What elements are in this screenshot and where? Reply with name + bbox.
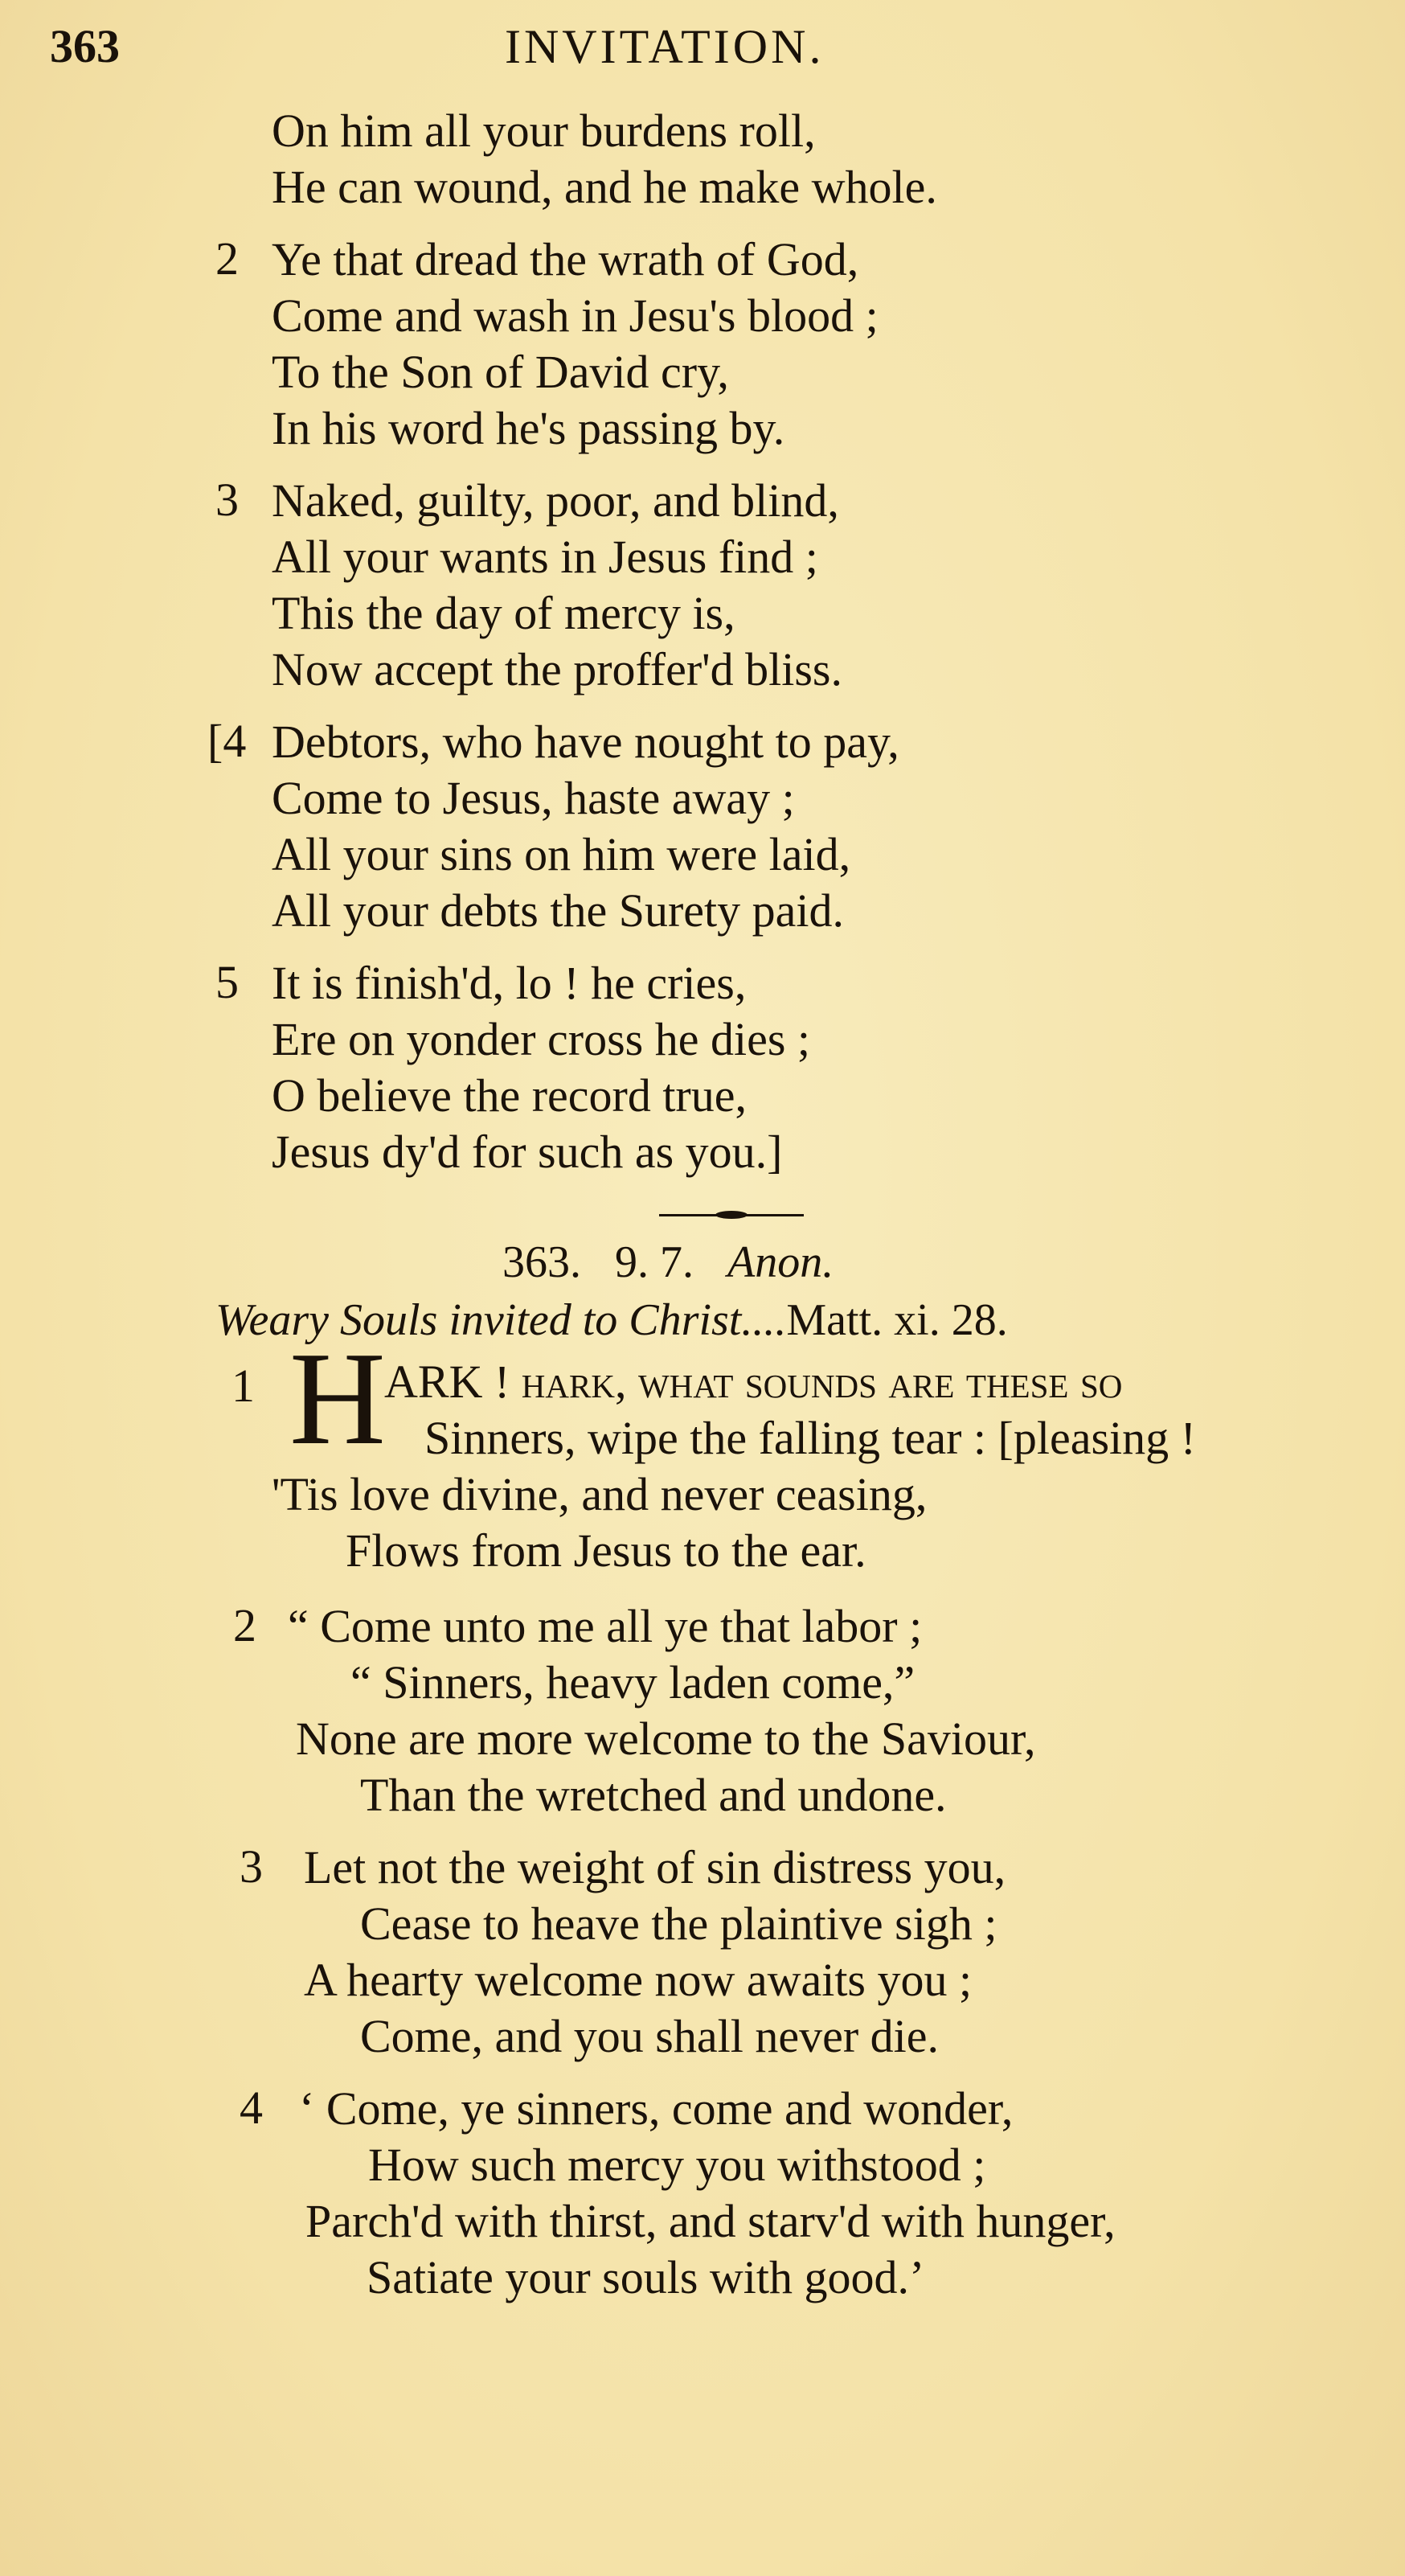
- hymn-meter: 9. 7.: [615, 1237, 694, 1287]
- verse-line: Sinners, wipe the falling tear : [pleasing !: [424, 1412, 1196, 1464]
- verse-line: O believe the record true,: [272, 1069, 747, 1122]
- verse-line: Parch'd with thirst, and starv'd with hunger,: [305, 2195, 1116, 2247]
- verse-line: Jesus dy'd for such as you.]: [272, 1126, 783, 1178]
- scripture-reference: Matt. xi. 28.: [786, 1295, 1008, 1345]
- verse-line: Let not the weight of sin distress you,: [304, 1841, 1006, 1893]
- verse-line: Naked, guilty, poor, and blind,: [272, 474, 839, 527]
- hymn-author: Anon.: [727, 1237, 834, 1287]
- drop-cap: H: [289, 1324, 386, 1472]
- hymn-number: 363.: [502, 1237, 581, 1287]
- verse-line: To the Son of David cry,: [272, 346, 729, 398]
- verse-number: [4: [207, 715, 247, 767]
- verse-number: 5: [215, 956, 239, 1008]
- verse-line: “ Come unto me all ye that labor ;: [288, 1600, 923, 1652]
- verse-line: This the day of mercy is,: [272, 587, 735, 639]
- section-divider: [659, 1214, 804, 1216]
- verse-line: Come and wash in Jesu's blood ;: [272, 289, 879, 342]
- verse-line: Ye that dread the wrath of God,: [272, 233, 859, 285]
- verse-line: ‘ Come, ye sinners, come and wonder,: [299, 2082, 1014, 2135]
- verse-number: 4: [240, 2082, 263, 2134]
- verse-line: Ere on yonder cross he dies ;: [272, 1013, 811, 1065]
- verse-line: A hearty welcome now awaits you ;: [304, 1954, 973, 2006]
- verse-line: Than the wretched and undone.: [360, 1769, 947, 1821]
- verse-line: All your debts the Surety paid.: [272, 884, 845, 937]
- verse-line: Come to Jesus, haste away ;: [272, 772, 795, 824]
- hymn-heading: [502, 1237, 834, 1288]
- verse-number: 3: [240, 1840, 263, 1893]
- verse-line: How such mercy you withstood ;: [368, 2139, 986, 2191]
- verse-number: 1: [231, 1360, 255, 1412]
- verse-line: Debtors, who have nought to pay,: [272, 716, 899, 768]
- verse-line: Cease to heave the plaintive sigh ;: [360, 1897, 997, 1950]
- verse-number: 3: [215, 474, 239, 526]
- verse-line: Satiate your souls with good.’: [367, 2251, 925, 2303]
- verse-line: Come, and you shall never die.: [360, 2010, 939, 2062]
- verse-line: Flows from Jesus to the ear.: [346, 1524, 866, 1577]
- verse-line: On him all your burdens roll,: [272, 105, 816, 157]
- verse-number: 2: [233, 1599, 256, 1651]
- verse-line: Now accept the proffer'd bliss.: [272, 643, 842, 695]
- verse-line: All your sins on him were laid,: [272, 828, 851, 880]
- verse-line: 'Tis love divine, and never ceasing,: [272, 1468, 928, 1520]
- verse-line: None are more welcome to the Saviour,: [296, 1713, 1036, 1765]
- verse-number: 2: [215, 232, 239, 285]
- hymn-title: Weary Souls invited to Christ....: [215, 1295, 787, 1345]
- verse-line: All your wants in Jesus find ;: [272, 531, 818, 583]
- verse-line: In his word he's passing by.: [272, 402, 785, 454]
- verse-line: It is finish'd, lo ! he cries,: [272, 957, 747, 1009]
- page-number: 363: [50, 20, 120, 72]
- running-title: INVITATION.: [505, 20, 825, 73]
- verse-line: He can wound, and he make whole.: [272, 161, 937, 213]
- verse-line: “ Sinners, heavy laden come,”: [350, 1656, 916, 1708]
- verse-line: ARK ! hark, what sounds are these so: [384, 1356, 1123, 1408]
